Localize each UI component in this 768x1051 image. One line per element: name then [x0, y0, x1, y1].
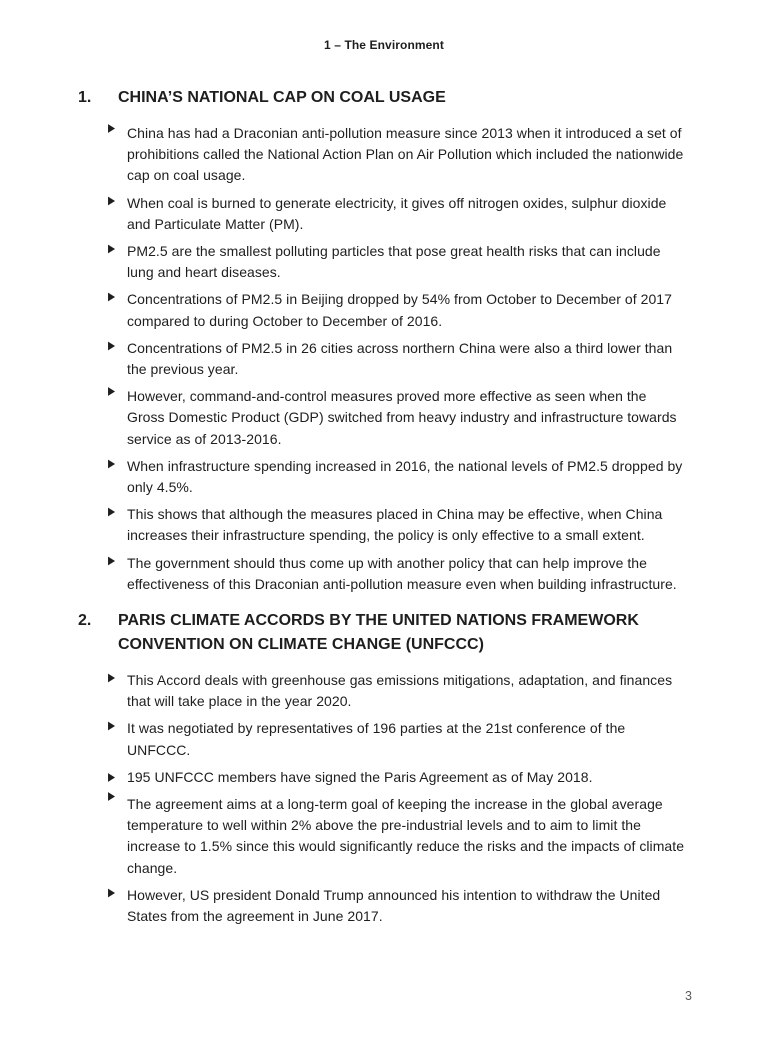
bullet-item	[78, 553, 698, 595]
section-title: PARIS CLIMATE ACCORDS BY THE UNITED NATIONS FRAMEWORK CONVENTION ON CLIMATE CHANGE (UNFCCC)	[118, 612, 639, 654]
bullet-triangle-icon: ▶	[108, 338, 115, 352]
bullet-triangle-icon: ▶	[108, 885, 115, 899]
bullet-triangle-icon: ▶	[108, 719, 115, 732]
bullet-triangle-icon: ▶	[108, 789, 115, 803]
bullet-text: This Accord deals with greenhouse gas emissions mitigations, adaptation, and finances that will take place in the year 2020.	[127, 672, 673, 710]
bullet-text: Concentrations of PM2.5 in 26 cities across northern China were also a third lower than the previous year.	[127, 339, 673, 378]
bullet-triangle-icon: ▶	[108, 770, 115, 783]
bullet-item	[78, 504, 698, 546]
bullet-text: It was negotiated by representatives of 196 parties at the 21st conference of the UNFCCC.	[127, 720, 626, 758]
bullet-triangle-icon: ▶	[108, 553, 115, 567]
bullet-item	[78, 386, 698, 450]
page-header: 1 – The Environment	[324, 38, 444, 52]
bullet-triangle-icon: ▶	[108, 505, 115, 518]
bullet-item	[78, 885, 698, 927]
page-content	[78, 86, 698, 933]
bullet-text: When infrastructure spending increased in 2016, the national levels of PM2.5 dropped by only 4.5%.	[127, 457, 683, 496]
bullet-triangle-icon: ▶	[108, 121, 115, 134]
bullet-text: This shows that although the measures placed in China may be effective, when China increases their infrastructure spending, the policy is only effective to a small extent.	[127, 506, 663, 544]
bullet-item	[78, 670, 698, 712]
bullet-text: 195 UNFCCC members have signed the Paris Agreement as of May 2018.	[127, 768, 593, 785]
section-paris-accords	[78, 609, 698, 927]
bullet-item	[78, 789, 698, 879]
bullet-triangle-icon: ▶	[108, 384, 115, 398]
bullet-text: However, command-and-control measures proved more effective as seen when the Gross Domestic Product (GDP) switched from heavy industry and infrastructure towards service as of 2013-2016.	[127, 388, 677, 447]
bullet-item	[78, 767, 698, 788]
bullet-text: The government should thus come up with another policy that can help improve the effectiveness of this Draconian anti-pollution measure even when building infrastructure.	[127, 554, 677, 592]
section-title: CHINA’S NATIONAL CAP ON COAL USAGE	[118, 89, 446, 106]
bullet-text: When coal is burned to generate electricity, it gives off nitrogen oxides, sulphur dioxide and Particulate Matter (PM).	[127, 194, 667, 232]
bullet-triangle-icon: ▶	[108, 671, 115, 684]
bullet-item	[78, 718, 698, 760]
bullet-triangle-icon: ▶	[108, 241, 115, 255]
bullet-text: China has had a Draconian anti-pollution measure since 2013 when it introduced a set of prohibitions called the National Action Plan on Air Pollution which included the nationwide cap on coal usage.	[127, 125, 684, 184]
bullet-list	[78, 123, 698, 595]
bullet-text: The agreement aims at a long-term goal of keeping the increase in the global average temperature to well within 2% above the pre-industrial levels and to aim to limit the increase to 1.5% since this would significantly reduce the risks and the impacts of climate change.	[127, 796, 685, 876]
bullet-triangle-icon: ▶	[108, 456, 115, 470]
section-number: 2.	[78, 612, 92, 630]
bullet-text: However, US president Donald Trump announced his intention to withdraw the United States from the agreement in June 2017.	[127, 886, 661, 925]
section-china-coal-cap	[78, 86, 698, 595]
section-heading	[78, 86, 698, 110]
bullet-text: PM2.5 are the smallest polluting particles that pose great health risks that can include lung and heart diseases.	[127, 243, 661, 281]
section-heading	[78, 609, 698, 657]
bullet-item	[78, 193, 698, 235]
bullet-item	[78, 123, 698, 187]
page-number: 3	[685, 989, 692, 1003]
bullet-item	[78, 241, 698, 283]
bullet-list	[78, 670, 698, 927]
bullet-triangle-icon: ▶	[108, 290, 115, 303]
bullet-triangle-icon: ▶	[108, 193, 115, 207]
bullet-text: Concentrations of PM2.5 in Beijing dropped by 54% from October to December of 2017 compared to during October to December of 2016.	[127, 291, 672, 329]
section-number: 1.	[78, 89, 92, 106]
bullet-item	[78, 338, 698, 380]
bullet-item	[78, 289, 698, 331]
bullet-item	[78, 456, 698, 498]
